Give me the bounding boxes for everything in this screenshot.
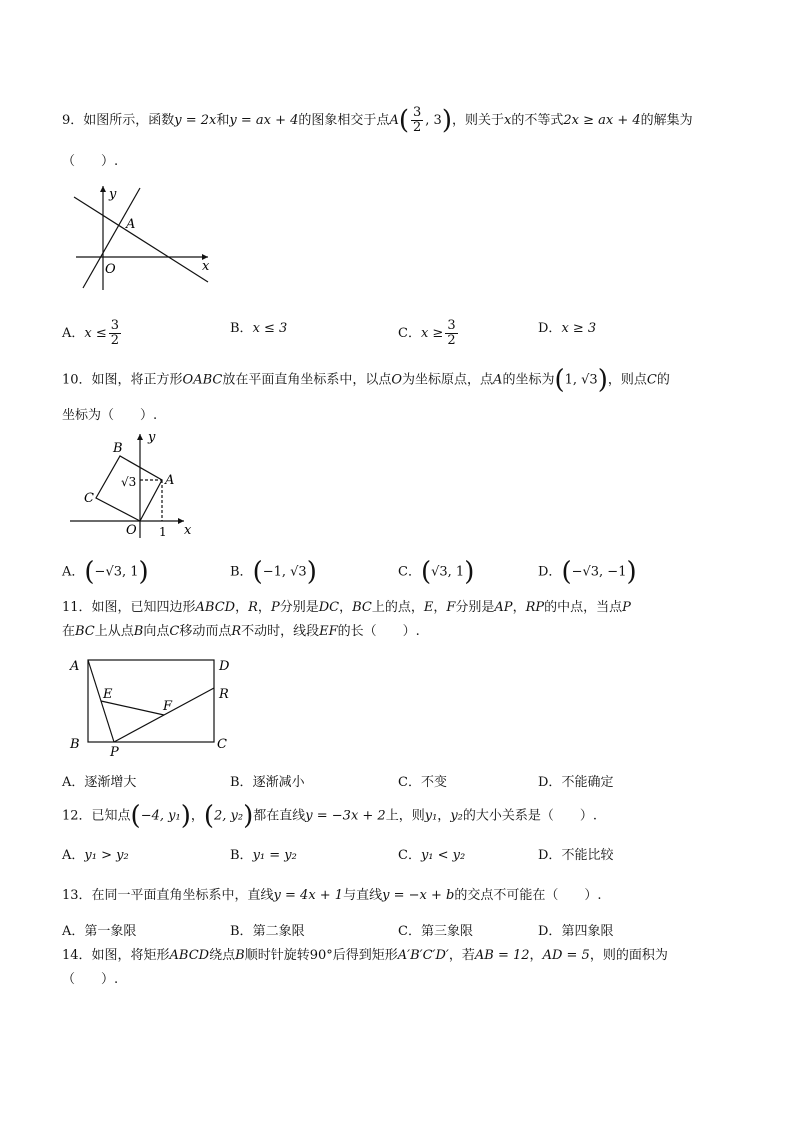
q12-option-b[interactable]: B．y₁ = y₂: [230, 848, 297, 863]
q9-text-end: 的解集为: [640, 113, 693, 128]
q9-option-c[interactable]: C．x ≥ $\frac{3}{2}$: [398, 318, 456, 348]
svg-text:F: F: [163, 699, 173, 714]
q9-a-label: A: [126, 217, 136, 232]
q9-o-label: O: [105, 262, 116, 277]
svg-text:x: x: [184, 523, 192, 538]
svg-text:A: A: [165, 473, 175, 488]
svg-text:R: R: [219, 687, 229, 702]
svg-text:A: A: [70, 659, 80, 674]
q10-option-c[interactable]: C．(√3, 1): [398, 557, 475, 587]
q11-option-d[interactable]: D．不能确定: [538, 775, 614, 790]
q10-option-a[interactable]: A．(−√3, 1): [62, 557, 149, 587]
q13-option-a[interactable]: A．第一象限: [62, 924, 137, 939]
svg-text:C: C: [84, 491, 94, 506]
q9-point-fraction: $\frac{3}{2}$: [412, 105, 422, 135]
q10-y-arrow: [137, 434, 143, 440]
q12-option-a[interactable]: A．y₁ > y₂: [62, 848, 129, 863]
q11-segment-ef: [101, 701, 164, 715]
q11-stem-line1: 11．如图，已知四边形ABCD，R，P分别是DC，BC上的点，E，F分别是AP，RP的中点，当点P: [62, 600, 631, 615]
svg-text:B: B: [70, 737, 80, 752]
q9-text-mid: 的图象相交于点: [298, 113, 390, 128]
q9-text-after2: 的不等式: [511, 113, 564, 128]
q9-stem: 9．如图所示，函数y = 2x和y = ax + 4的图象相交于点A( $\frac{3}{2}$ , 3)，则关于x的不等式2x ≥ ax + 4的解集为: [62, 105, 693, 136]
svg-text:B: B: [113, 441, 123, 456]
q9-y-label: y: [109, 187, 117, 202]
q10-stem: 10．如图，将正方形OABC放在平面直角坐标系中，以点O为坐标原点，点A的坐标为(1, √3)，则点C的: [62, 365, 670, 395]
svg-text:O: O: [126, 523, 137, 538]
q13-option-c[interactable]: C．第三象限: [398, 924, 473, 939]
q11-stem-line2: 在BC上从点B向点C移动而点R不动时，线段EF的长（ ）.: [62, 624, 420, 639]
svg-text:1: 1: [159, 525, 167, 539]
q9-eq2: y = ax + 4: [229, 113, 299, 128]
q13-option-b[interactable]: B．第二象限: [230, 924, 305, 939]
q9-figure: [68, 182, 218, 292]
svg-text:√3: √3: [121, 475, 137, 489]
q14-stem: 14．如图，将矩形ABCD绕点B顺时针旋转90°后得到矩形A′B′C′D′，若AB = 12，AD = 5，则的面积为: [62, 948, 668, 963]
q11-option-b[interactable]: B．逐渐减小: [230, 775, 305, 790]
q12-option-c[interactable]: C．y₁ < y₂: [398, 848, 466, 863]
q10-option-d[interactable]: D．(−√3, −1): [538, 557, 637, 587]
q9-text-after: ，则关于: [451, 113, 504, 128]
q9-and: 和: [216, 113, 230, 128]
q9-text: 9．如图所示，函数: [62, 113, 175, 128]
q9-x-label: x: [202, 259, 210, 274]
q11-figure: [64, 652, 244, 758]
svg-text:E: E: [103, 687, 113, 702]
svg-text:P: P: [110, 745, 119, 758]
q9-point-label: A: [389, 113, 399, 128]
q9-eq1: y = 2x: [174, 113, 217, 128]
q12-option-d[interactable]: D．不能比较: [538, 848, 614, 863]
q9-point-y: , 3: [425, 113, 442, 128]
q12-stem: 12．已知点(−4, y₁)，(2, y₂)都在直线y = −3x + 2上，则y₁，y₂的大小关系是（ ）.: [62, 801, 598, 831]
svg-text:y: y: [148, 430, 156, 445]
q9-option-b[interactable]: B．x ≤ 3: [230, 321, 288, 336]
q11-option-a[interactable]: A．逐渐增大: [62, 775, 137, 790]
q10-figure: [66, 428, 196, 540]
q13-stem: 13．在同一平面直角坐标系中，直线y = 4x + 1与直线y = −x + b的交点不可能在（ ）.: [62, 888, 602, 903]
q9-option-a[interactable]: A．x ≤ $\frac{3}{2}$: [62, 318, 120, 348]
q9-var: x: [503, 113, 512, 128]
q9-option-d[interactable]: D．x ≥ 3: [538, 321, 597, 336]
q9-inequality: 2x ≥ ax + 4: [563, 113, 641, 128]
q9-blank: （ ）.: [62, 154, 119, 169]
q10-option-b[interactable]: B．(−1, √3): [230, 557, 317, 587]
q9-y-arrow: [100, 186, 106, 192]
q13-option-d[interactable]: D．第四象限: [538, 924, 614, 939]
q10-stem-line2: 坐标为（ ）.: [62, 408, 158, 423]
q11-option-c[interactable]: C．不变: [398, 775, 447, 790]
q14-stem-line2: （ ）.: [62, 972, 119, 987]
q10-coordinate: 1, √3: [564, 372, 598, 388]
svg-text:C: C: [217, 737, 227, 752]
svg-text:D: D: [219, 659, 230, 674]
